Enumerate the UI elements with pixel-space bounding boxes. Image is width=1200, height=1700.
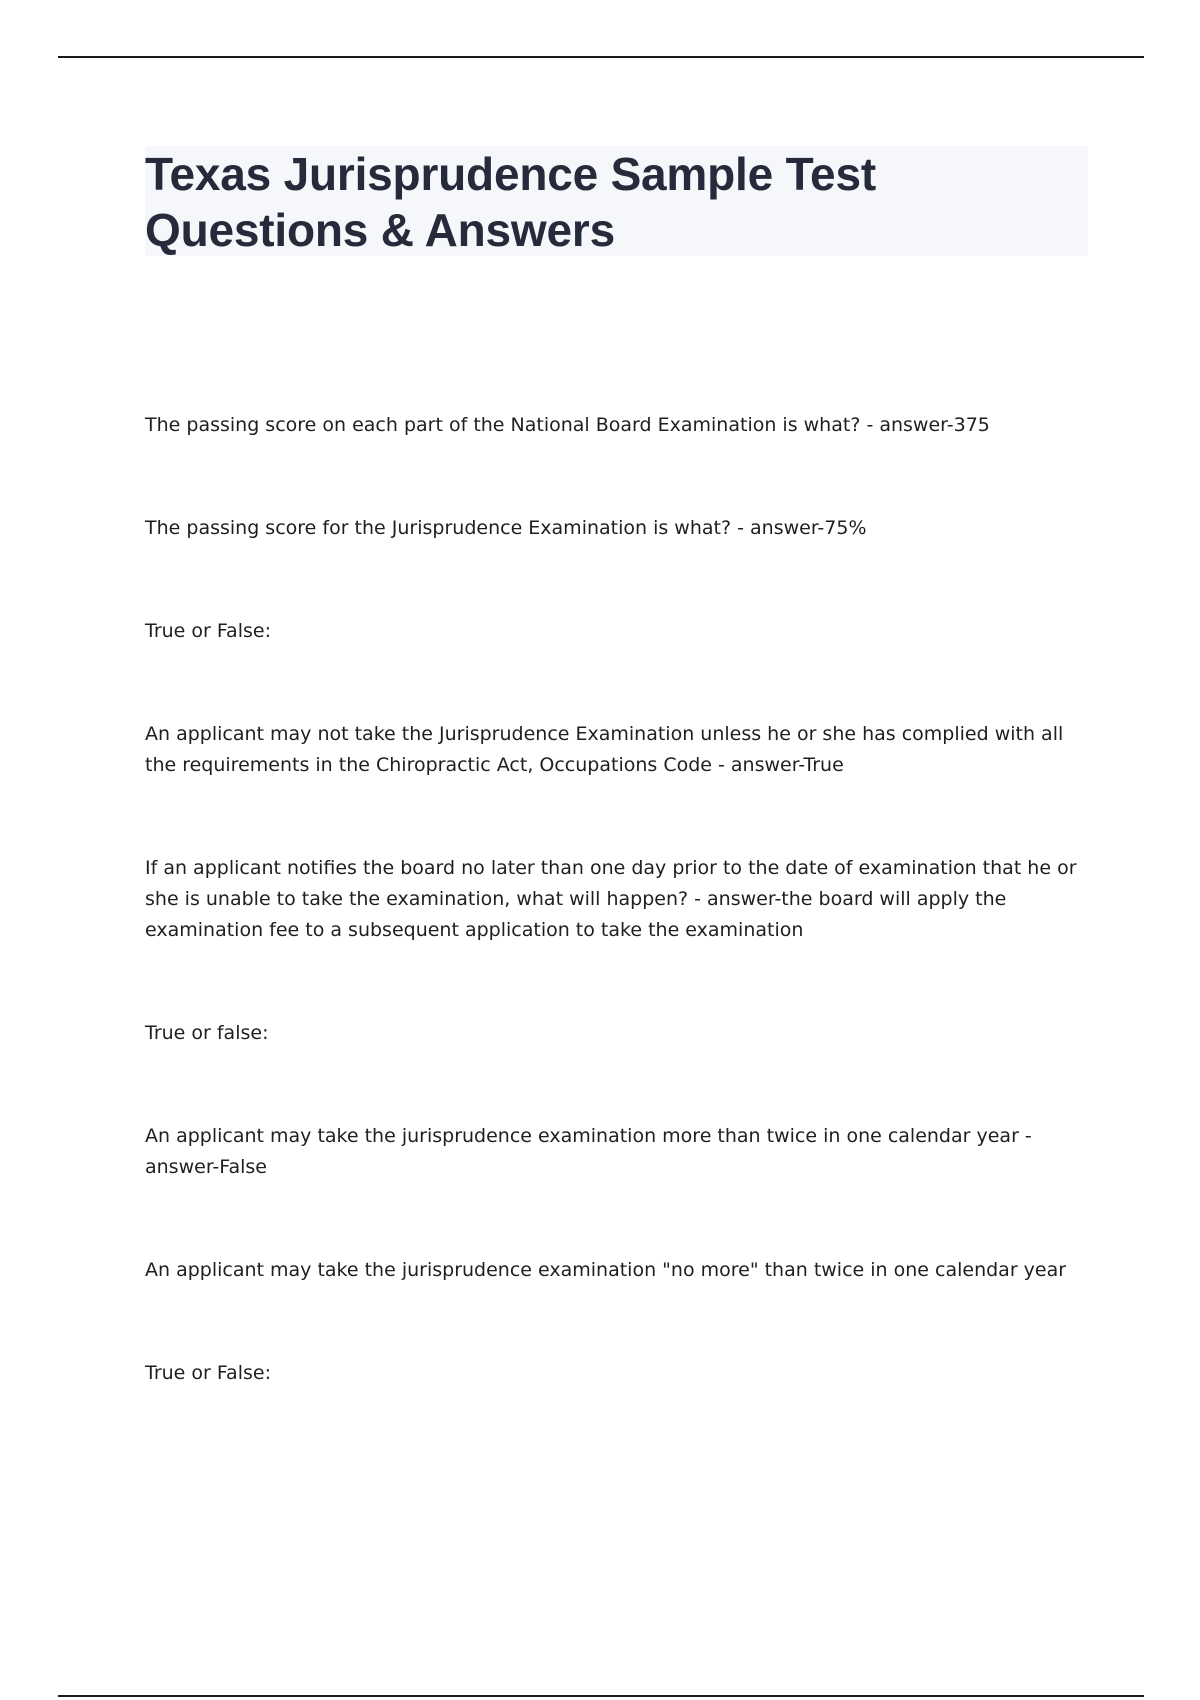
bottom-rule [58, 1695, 1144, 1697]
paragraph-9: True or False: [145, 1362, 271, 1384]
paragraph-7: An applicant may take the jurisprudence examination more than twice in one calendar year - answer-False [145, 1125, 1032, 1178]
document-body [145, 410, 1090, 1389]
paragraph-6: True or false: [145, 1022, 269, 1044]
paragraph-2: The passing score for the Jurisprudence Examination is what? - answer-75% [145, 517, 867, 539]
paragraph-5: If an applicant notifies the board no later than one day prior to the date of examination that he or she is unable to take the examination, what will happen? - answer-the board will apply the examination fee to a subsequent application to take the examination [145, 857, 1077, 941]
paragraph-8: An applicant may take the jurisprudence examination "no more" than twice in one calendar year [145, 1259, 1067, 1281]
document-title: Texas Jurisprudence Sample Test Questions & Answers [145, 148, 876, 256]
paragraph-3: True or False: [145, 620, 271, 642]
paragraph-4: An applicant may not take the Jurisprudence Examination unless he or she has complied with all the requirements in the Chiropractic Act, Occupations Code - answer-True [145, 723, 1064, 776]
title-banner [145, 146, 1088, 256]
paragraph-1: The passing score on each part of the National Board Examination is what? - answer-375 [145, 414, 990, 436]
top-rule [58, 56, 1144, 58]
